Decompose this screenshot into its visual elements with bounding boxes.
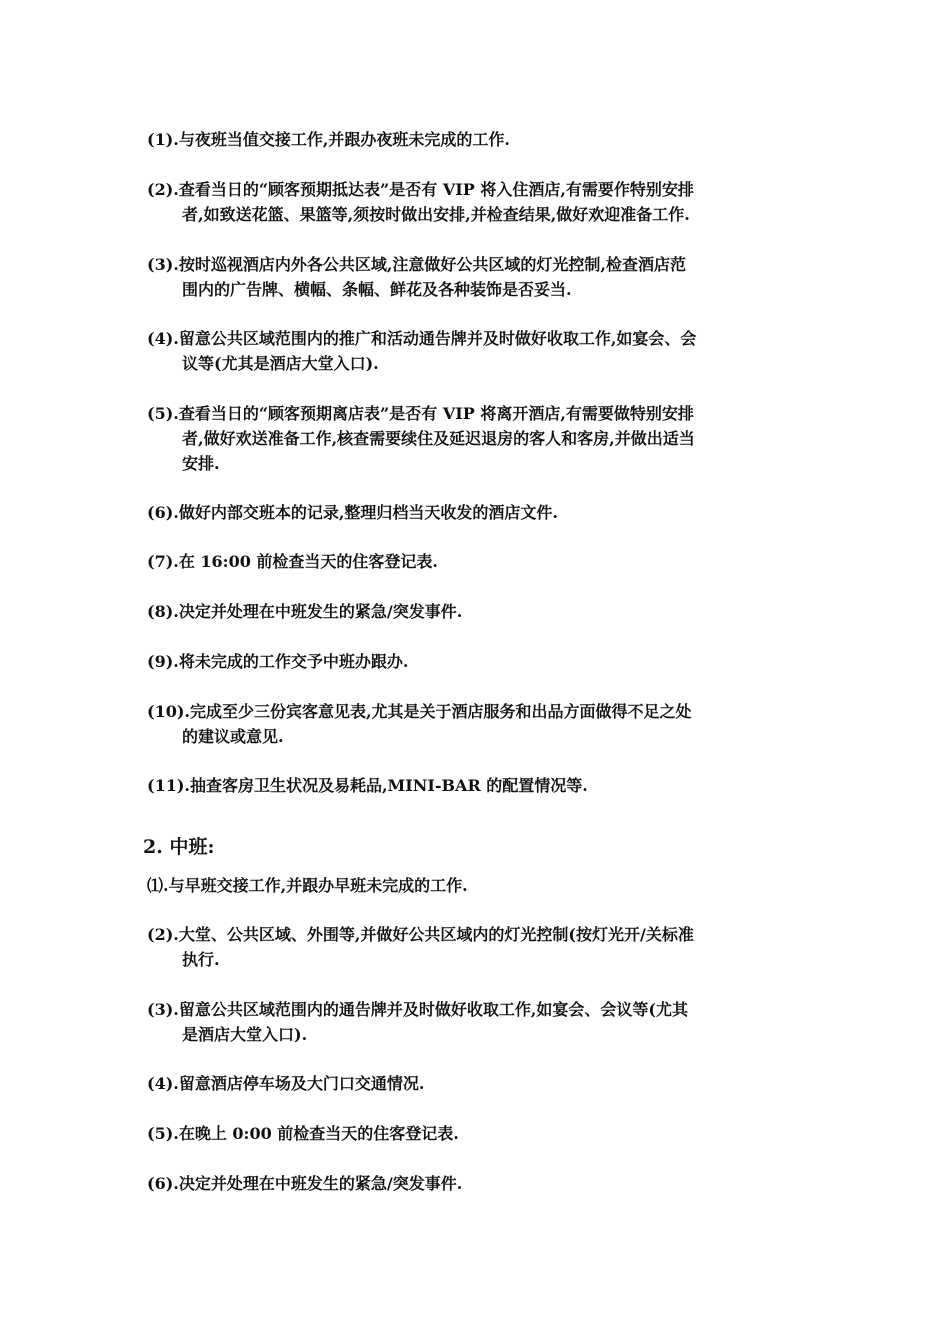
item-text: 按时巡视酒店内外各公共区域,注意做好公共区域的灯光控制,检查酒店范 [178, 255, 686, 274]
middle-item-2 [147, 922, 815, 972]
item-text: 查看当日的“顾客预期抵达表”是否有 VIP 将入住酒店,有需要作特别安排 [178, 180, 694, 199]
item-text-continued: 的建议或意见. [182, 727, 284, 746]
item-number: (6). [147, 1174, 179, 1193]
morning-item-1 [147, 127, 815, 152]
item-text: 抽查客房卫生状况及易耗品,MINI-BAR 的配置情况等. [189, 776, 588, 795]
item-number: (10). [147, 702, 190, 721]
middle-item-4 [147, 1071, 815, 1096]
item-text: 决定并处理在中班发生的紧急/突发事件. [178, 1174, 463, 1193]
morning-item-8 [147, 599, 815, 624]
morning-item-2 [147, 177, 815, 227]
middle-item-5 [147, 1121, 815, 1146]
morning-item-7 [147, 549, 815, 574]
item-text-continued: 议等(尤其是酒店大堂入口). [182, 354, 379, 373]
item-number: (4). [147, 329, 179, 348]
item-text-continued: 者,如致送花篮、果篮等,须按时做出安排,并检查结果,做好欢迎准备工作. [182, 205, 690, 224]
item-number: (2). [147, 180, 179, 199]
item-number: (4). [147, 1074, 179, 1093]
item-text: 决定并处理在中班发生的紧急/突发事件. [178, 602, 463, 621]
morning-item-5 [147, 401, 815, 476]
item-text-continued: 者,做好欢送准备工作,核查需要续住及延迟退房的客人和客房,并做出适当 [182, 429, 695, 448]
middle-item-1 [147, 873, 815, 898]
morning-item-10 [147, 699, 815, 749]
item-text-continued: 执行. [182, 950, 220, 969]
item-text: 与夜班当值交接工作,并跟办夜班未完成的工作. [178, 130, 510, 149]
item-number: (3). [147, 1000, 179, 1019]
item-text-continued: 安排. [182, 454, 220, 473]
item-number: (1). [147, 130, 179, 149]
item-text: 完成至少三份宾客意见表,尤其是关于酒店服务和出品方面做得不足之处 [189, 702, 692, 721]
item-number: (3). [147, 255, 179, 274]
morning-item-9 [147, 649, 815, 674]
item-text: 将未完成的工作交予中班办跟办. [178, 652, 409, 671]
item-text: 与早班交接工作,并跟办早班未完成的工作. [168, 876, 468, 895]
item-number: (8). [147, 602, 179, 621]
middle-item-3 [147, 997, 815, 1047]
item-number: (11). [147, 776, 190, 795]
item-number: (9). [147, 652, 179, 671]
morning-item-4 [147, 326, 815, 376]
item-number: ⑴. [147, 876, 169, 895]
item-number: (6). [147, 503, 179, 522]
item-text: 留意公共区域范围内的通告牌并及时做好收取工作,如宴会、会议等(尤其 [178, 1000, 688, 1019]
morning-item-6 [147, 500, 815, 525]
item-number: (2). [147, 925, 179, 944]
item-text-continued: 是酒店大堂入口). [182, 1025, 308, 1044]
item-text: 大堂、公共区域、外围等,并做好公共区域内的灯光控制(按灯光开/关标准 [178, 925, 694, 944]
item-number: (5). [147, 1124, 179, 1143]
item-text: 在 16:00 前检查当天的住客登记表. [178, 552, 438, 571]
section-heading-middle-shift: 2. 中班: [143, 836, 215, 858]
item-text: 留意酒店停车场及大门口交通情况. [178, 1074, 425, 1093]
middle-item-6 [147, 1171, 815, 1196]
item-number: (7). [147, 552, 179, 571]
item-text-continued: 围内的广告牌、横幅、条幅、鲜花及各种装饰是否妥当. [182, 280, 572, 299]
item-text: 在晚上 0:00 前检查当天的住客登记表. [178, 1124, 459, 1143]
morning-item-11 [147, 773, 815, 798]
item-text: 做好内部交班本的记录,整理归档当天收发的酒店文件. [178, 503, 558, 522]
item-text: 查看当日的“顾客预期离店表”是否有 VIP 将离开酒店,有需要做特别安排 [178, 404, 694, 423]
morning-item-3 [147, 252, 815, 302]
item-number: (5). [147, 404, 179, 423]
item-text: 留意公共区域范围内的推广和活动通告牌并及时做好收取工作,如宴会、会 [178, 329, 697, 348]
